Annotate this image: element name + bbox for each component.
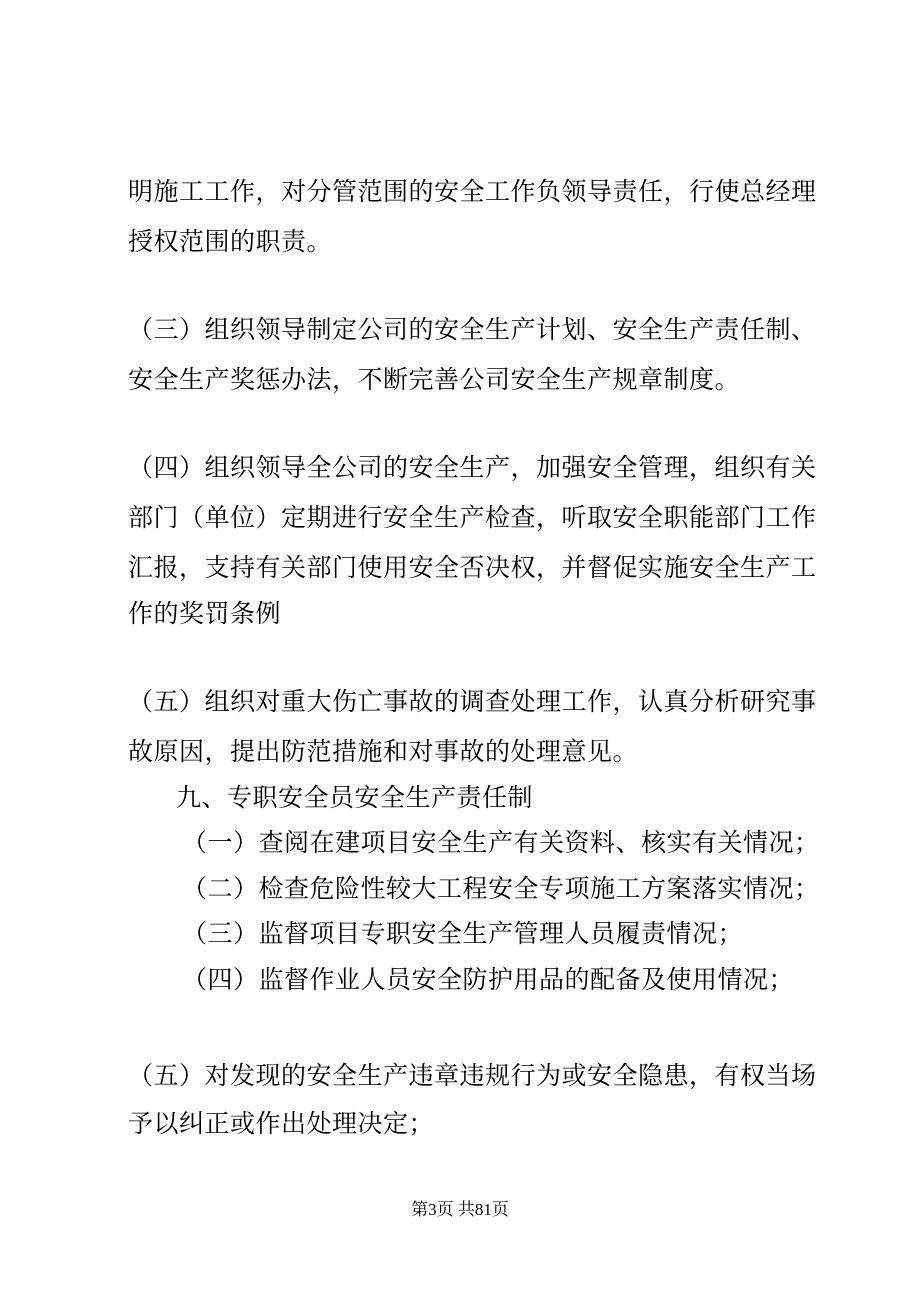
page-number-footer: 第3页 共81页: [411, 1200, 509, 1219]
paragraph-4-line-2: 故原因，提出防范措施和对事故的处理意见。: [128, 737, 639, 766]
paragraph-3-line-2: 部门（单位）定期进行安全生产检查，听取安全职能部门工作: [128, 503, 817, 532]
paragraph-5-line-1: （五）对发现的安全生产违章违规行为或安全隐患，有权当场: [128, 1061, 817, 1090]
paragraph-3-line-3: 汇报，支持有关部门使用安全否决权，并督促实施安全生产工: [128, 553, 817, 582]
paragraph-4-line-1: （五）组织对重大伤亡事故的调查处理工作，认真分析研究事: [128, 687, 817, 716]
paragraph-2-line-2: 安全生产奖惩办法，不断完善公司安全生产规章制度。: [128, 365, 741, 394]
paragraph-3-line-4: 作的奖罚条例: [128, 599, 282, 628]
paragraph-3-line-1: （四）组织领导全公司的安全生产，加强安全管理，组织有关: [128, 453, 817, 482]
paragraph-2-line-1: （三）组织领导制定公司的安全生产计划、安全生产责任制、: [128, 315, 817, 344]
paragraph-5-line-2: 予以纠正或作出处理决定；: [128, 1109, 435, 1138]
section-item-3: （三）监督项目专职安全生产管理人员履责情况；: [182, 919, 744, 948]
section-item-1: （一）查阅在建项目安全生产有关资料、核实有关情况；: [182, 828, 820, 857]
section-item-2: （二）检查危险性较大工程安全专项施工方案落实情况；: [182, 874, 820, 903]
paragraph-1-line-2: 授权范围的职责。: [128, 227, 333, 256]
section-item-4: （四）监督作业人员安全防护用品的配备及使用情况；: [182, 965, 795, 994]
paragraph-1-line-1: 明施工工作，对分管范围的安全工作负领导责任，行使总经理: [128, 177, 817, 206]
section-heading: 九、专职安全员安全生产责任制: [176, 783, 534, 812]
